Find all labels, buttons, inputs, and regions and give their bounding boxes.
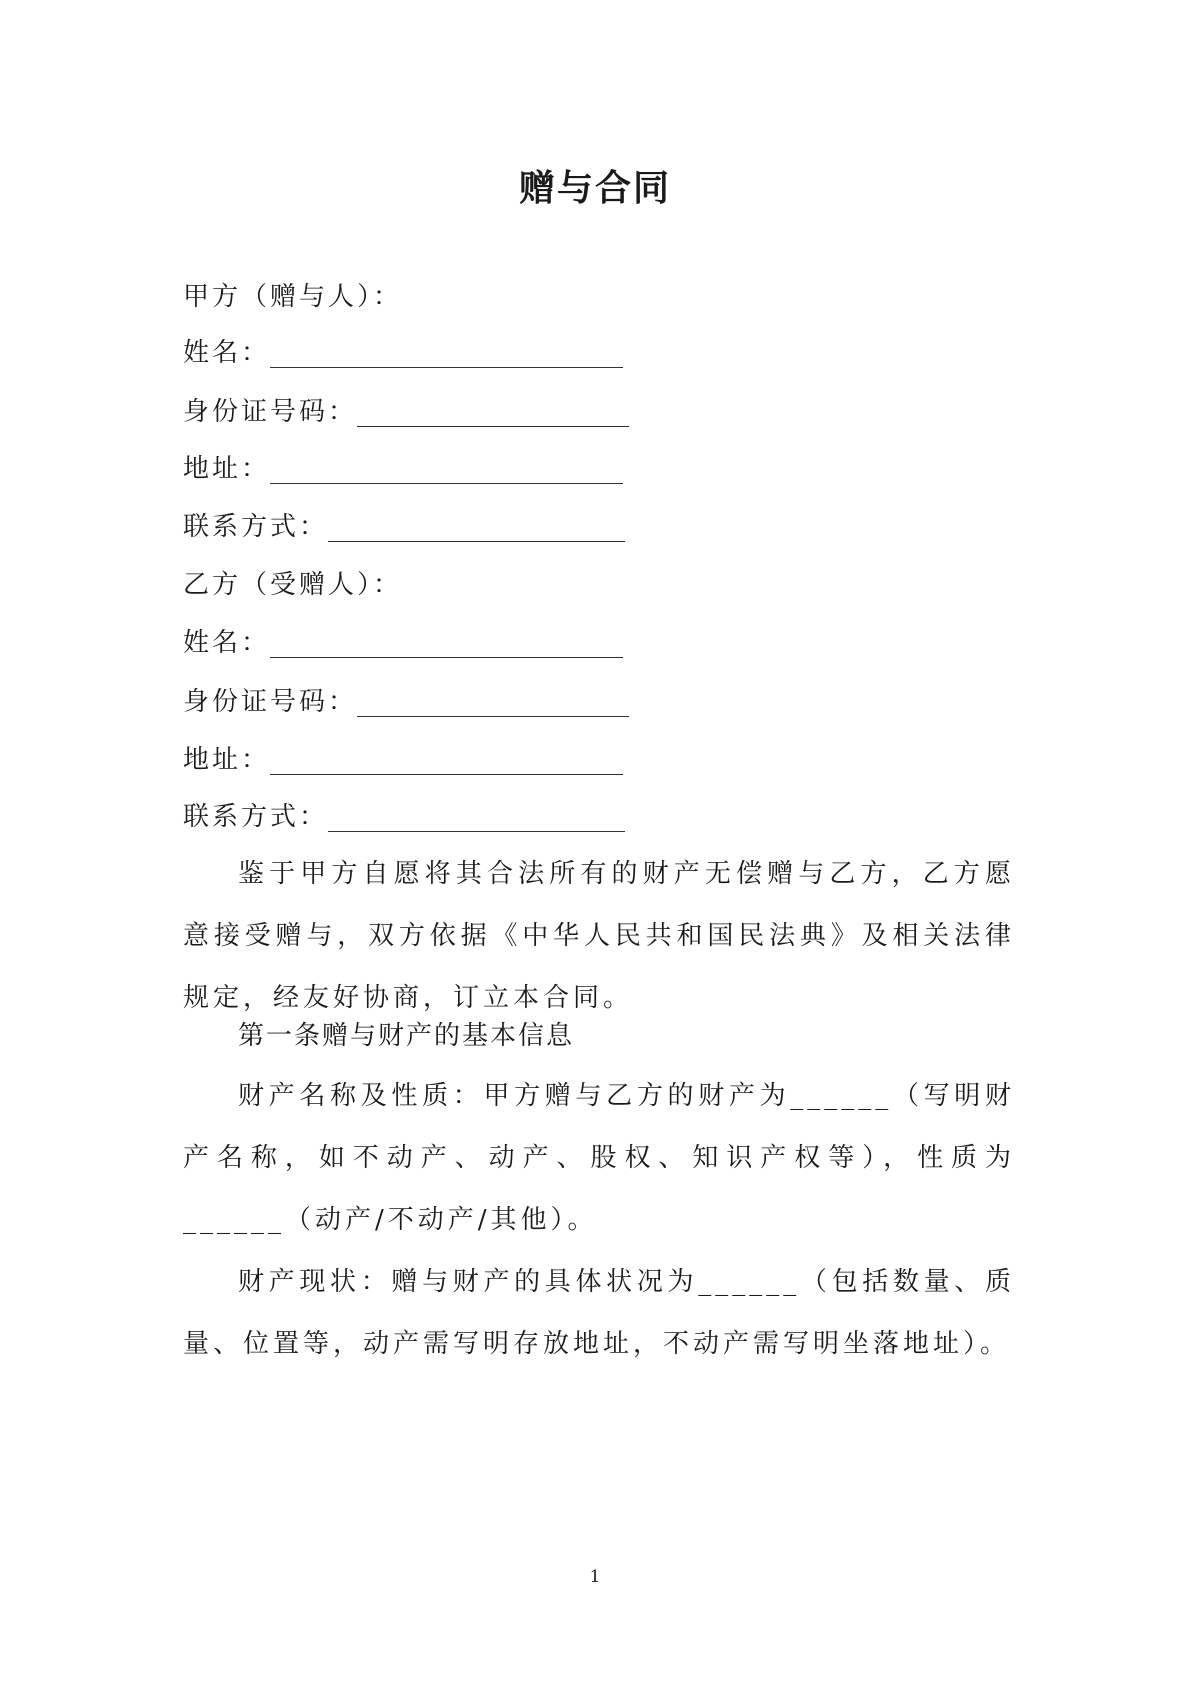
party-a-address-row — [183, 452, 623, 486]
party-b-name-label: 姓名： — [183, 628, 271, 658]
party-b-contact-blank — [328, 800, 625, 832]
party-a-name-row — [183, 336, 623, 370]
party-a-contact-row — [183, 510, 625, 544]
document-title: 赠与合同 — [518, 167, 671, 209]
party-a-contact-blank — [328, 510, 625, 542]
party-b-address-blank — [270, 743, 623, 775]
party-b-heading: 乙方（受赠人）： — [183, 570, 403, 600]
party-a-name-blank — [270, 336, 623, 368]
party-a-name-label: 姓名： — [183, 338, 271, 368]
party-b-address-label: 地址： — [183, 745, 271, 775]
party-b-name-row — [183, 626, 623, 660]
party-b-name-blank — [270, 626, 623, 658]
party-a-address-blank — [270, 452, 623, 484]
party-a-id-blank — [357, 395, 629, 427]
party-b-contact-label: 联系方式： — [183, 802, 329, 832]
page-number: 1 — [589, 1567, 601, 1587]
party-b-id-blank — [357, 685, 629, 717]
preamble-paragraph: 鉴于甲方自愿将其合法所有的财产无偿赠与乙方，乙方愿意接受赠与，双方依据《中华人民共和国民法典》及相关法律规定，经友好协商，订立本合同。 — [183, 859, 1015, 1013]
article-1-heading: 第一条赠与财产的基本信息 — [238, 1021, 575, 1051]
party-a-address-label: 地址： — [183, 454, 271, 484]
party-a-id-row — [183, 395, 629, 429]
article-1-property-name: 财产名称及性质：甲方赠与乙方的财产为______（写明财产名称，如不动产、动产、股权、知识产权等），性质为______（动产/不动产/其他）。 — [183, 1081, 1015, 1235]
article-1-property-status: 财产现状：赠与财产的具体状况为______（包括数量、质量、位置等，动产需写明存放地址，不动产需写明坐落地址）。 — [183, 1267, 1015, 1359]
party-a-contact-label: 联系方式： — [183, 512, 329, 542]
party-a-heading: 甲方（赠与人）： — [183, 282, 403, 312]
party-b-address-row — [183, 743, 623, 777]
party-a-id-label: 身份证号码： — [183, 397, 358, 427]
party-b-contact-row — [183, 800, 625, 834]
party-b-id-row — [183, 685, 629, 719]
party-b-id-label: 身份证号码： — [183, 687, 358, 717]
